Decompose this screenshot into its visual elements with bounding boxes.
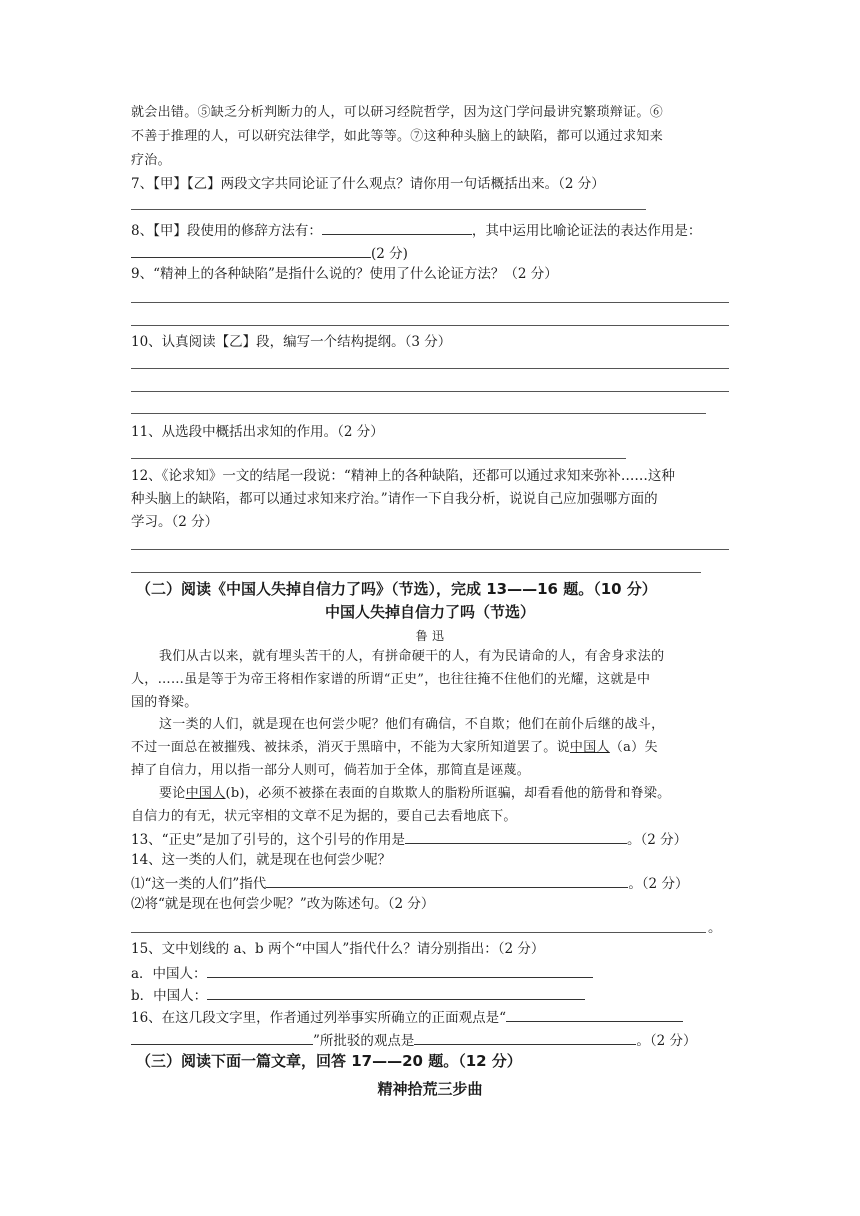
question-8-points: (2 分) (371, 246, 408, 262)
answer-line[interactable] (131, 391, 729, 392)
answer-line[interactable] (131, 413, 706, 414)
answer-line[interactable] (131, 549, 729, 550)
question-15-b-label: b．中国人： (131, 988, 208, 1004)
answer-line[interactable] (131, 302, 729, 303)
question-8-part-a: 8、【甲】段使用的修辞方法有： (131, 223, 322, 239)
question-16 (131, 1007, 683, 1027)
question-14-sub-1-text: ⑴“这一类的人们”指代 (131, 876, 267, 892)
section-3-title: 精神拾荒三步曲 (377, 1080, 483, 1098)
answer-blank[interactable] (506, 1007, 683, 1022)
question-16-text: 16、在这几段文字里，作者通过列举事实所确立的正面观点是“ (131, 1010, 507, 1026)
passage-line: 我们从古以来，就有埋头苦干的人，有拼命硬干的人，有为民请命的人，有舍身求法的 (159, 649, 665, 664)
answer-line[interactable] (131, 325, 729, 326)
answer-line[interactable] (131, 368, 729, 369)
question-15-a (131, 963, 593, 983)
section-3-heading: （三）阅读下面一篇文章，回答 17——20 题。（12 分） (136, 1052, 522, 1070)
question-11: 11、从选段中概括出求知的作用。（2 分） (131, 424, 384, 440)
answer-blank[interactable] (414, 1030, 636, 1045)
question-14-sub-1 (131, 873, 688, 893)
passage-line: 自信力的有无，状元宰相的文章不足为据的，要自己去看地底下。 (131, 809, 517, 824)
question-8-part-b: ，其中运用比喻论证法的表达作用是： (471, 223, 702, 239)
question-8-cont (131, 243, 408, 263)
paragraph-line: 疗治。 (131, 153, 171, 168)
question-12-line: 12、《论求知》一文的结尾一段说：“精神上的各种缺陷，还都可以通过求知来弥补……这种 (131, 468, 675, 484)
period-mark: 。 (708, 920, 722, 936)
answer-blank[interactable] (131, 243, 371, 258)
answer-blank[interactable] (405, 829, 627, 844)
question-12-line: 种头脑上的缺陷，都可以通过求知来疗治。”请作一下自我分析，说说自己应加强哪方面的 (131, 491, 658, 507)
answer-line[interactable] (131, 458, 626, 459)
passage-text: (b)，必须不被搽在表面的自欺欺人的脂粉所诓骗，却看看他的筋骨和脊梁。 (225, 786, 671, 801)
section-2-heading: （二）阅读《中国人失掉自信力了吗》（节选），完成 13——16 题。（10 分） (136, 580, 657, 598)
question-7: 7、【甲】【乙】两段文字共同论证了什么观点？请你用一句话概括出来。（2 分） (131, 176, 605, 192)
section-2-author: 鲁 迅 (415, 629, 445, 643)
answer-blank[interactable] (322, 220, 472, 235)
section-2-title: 中国人失掉自信力了吗（节选） (324, 603, 535, 621)
question-15-b (131, 985, 585, 1005)
underlined-term-b: 中国人 (185, 786, 226, 801)
question-13 (131, 829, 687, 849)
answer-blank[interactable] (131, 1030, 313, 1045)
underlined-term-a: 中国人 (569, 740, 610, 755)
passage-line (131, 739, 658, 757)
passage-text: 要论 (159, 786, 186, 801)
question-13-points: 。（2 分） (626, 832, 688, 848)
passage-line: 这一类的人们，就是现在也何尝少呢？他们有确信，不自欺；他们在前仆后继的战斗， (159, 717, 665, 732)
passage-line (159, 785, 670, 803)
question-16-text-b: ”所批驳的观点是 (313, 1033, 415, 1049)
passage-line: 国的脊梁。 (131, 695, 198, 710)
answer-line[interactable] (131, 209, 646, 210)
question-16-cont (131, 1030, 697, 1050)
paragraph-line: 就会出错。⑤缺乏分析判断力的人，可以研习经院哲学，因为这门学问最讲究繁琐辩证。⑥ (131, 105, 664, 120)
answer-line[interactable] (131, 572, 701, 573)
question-8 (131, 220, 701, 240)
question-12-line: 学习。（2 分） (131, 514, 219, 530)
passage-text: （a）失 (609, 740, 658, 755)
passage-line: 掉了自信力，用以指一部分人则可，倘若加于全体，那简直是诬蔑。 (131, 763, 531, 778)
question-14-sub-2: ⑵将“就是现在也何尝少呢？”改为陈述句。（2 分） (131, 896, 435, 912)
question-16-points: 。（2 分） (636, 1033, 697, 1049)
answer-blank[interactable] (207, 963, 593, 978)
question-15-a-label: a．中国人： (131, 966, 207, 982)
answer-blank[interactable] (266, 873, 628, 888)
paragraph-line: 不善于推理的人，可以研究法律学，如此等等。⑦这种种头脑上的缺陷，都可以通过求知来 (131, 129, 664, 144)
question-14: 14、这一类的人们，就是现在也何尝少呢？ (131, 852, 392, 868)
question-9: 9、“精神上的各种缺陷”是指什么说的？使用了什么论证方法？（2 分） (131, 266, 558, 282)
answer-line[interactable] (131, 932, 706, 933)
question-14-sub-1-points: 。（2 分） (628, 876, 689, 892)
passage-text: 不过一面总在被摧残、被抹杀，消灭于黑暗中，不能为大家所知道罢了。说 (131, 740, 570, 755)
question-13-text: 13、“正史”是加了引号的，这个引号的作用是 (131, 832, 405, 848)
answer-blank[interactable] (207, 985, 585, 1000)
question-15: 15、文中划线的 a、b 两个“中国人”指代什么？请分别指出：（2 分） (131, 941, 545, 957)
passage-line: 人，……虽是等于为帝王将相作家谱的所谓“正史”，也往往掩不住他们的光耀，这就是中 (131, 672, 651, 687)
question-10: 10、认真阅读【乙】段，编写一个结构提纲。（3 分） (131, 334, 452, 350)
